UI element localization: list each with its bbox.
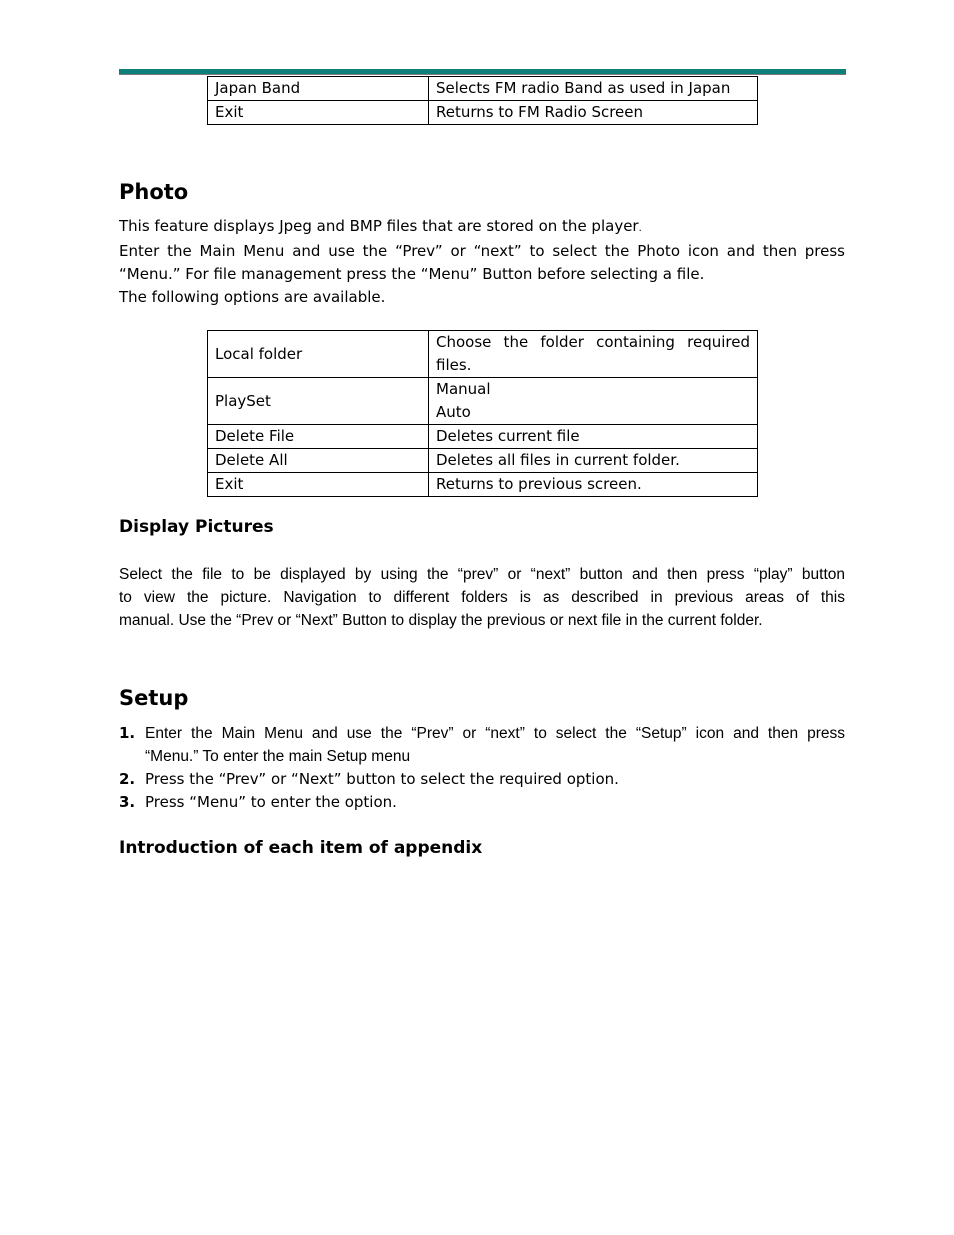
option-cell: PlaySet <box>208 378 429 425</box>
photo-intro-line: The following options are available. <box>119 288 386 306</box>
description-cell: Deletes current file <box>429 425 758 449</box>
step-number: 2. <box>119 770 136 788</box>
display-pictures-heading: Display Pictures <box>119 517 274 537</box>
setup-steps <box>119 722 845 814</box>
description-cell: Returns to FM Radio Screen <box>429 101 758 125</box>
photo-intro <box>119 215 845 309</box>
photo-options-table <box>207 330 758 497</box>
option-cell: Local folder <box>208 331 429 378</box>
photo-heading: Photo <box>119 180 189 204</box>
table-row <box>208 449 758 473</box>
description-cell: Selects FM radio Band as used in Japan <box>429 77 758 101</box>
table-row <box>208 473 758 497</box>
option-cell: Exit <box>208 473 429 497</box>
description-cell: Choose the folder containing required files. <box>429 331 758 378</box>
table-row <box>208 77 758 101</box>
table-row <box>208 331 758 378</box>
description-cell: Returns to previous screen. <box>429 473 758 497</box>
paragraph-line: Select the file to be displayed by using the “prev” or “next” button and then press “play” button <box>119 566 845 583</box>
radio-options-table <box>207 76 758 125</box>
list-item <box>119 791 845 814</box>
appendix-heading: Introduction of each item of appendix <box>119 838 483 858</box>
option-cell: Exit <box>208 101 429 125</box>
option-cell: Delete File <box>208 425 429 449</box>
table-row <box>208 378 758 425</box>
display-pictures-text <box>119 563 845 632</box>
option-cell: Delete All <box>208 449 429 473</box>
step-number: 3. <box>119 793 136 811</box>
paragraph-line: to view the picture. Navigation to different folders is as described in previous areas of this <box>119 589 845 606</box>
table-row <box>208 425 758 449</box>
list-item <box>119 722 845 768</box>
step-number: 1. <box>119 724 136 742</box>
description-cell: Deletes all files in current folder. <box>429 449 758 473</box>
list-item <box>119 768 845 791</box>
description-cell: Manual Auto <box>429 378 758 425</box>
photo-intro-line: Enter the Main Menu and use the “Prev” or “next” to select the Photo icon and then press <box>119 242 845 260</box>
option-cell: Japan Band <box>208 77 429 101</box>
setup-heading: Setup <box>119 686 189 710</box>
step-text: Press the “Prev” or “Next” button to select the required option. <box>145 770 619 788</box>
header-rule-line <box>119 74 846 75</box>
table-row <box>208 101 758 125</box>
photo-intro-line: “Menu.” For file management press the “Menu” Button before selecting a file. <box>119 265 705 283</box>
paragraph-line: manual. Use the “Prev or “Next” Button to display the previous or next file in the current folder. <box>119 612 763 629</box>
step-text: Enter the Main Menu and use the “Prev” or “next” to select the “Setup” icon and then press <box>145 725 845 742</box>
step-text: “Menu.” To enter the main Setup menu <box>145 748 411 765</box>
step-text: Press “Menu” to enter the option. <box>145 793 397 811</box>
photo-intro-line: This feature displays Jpeg and BMP files that are stored on the player. <box>119 217 642 235</box>
